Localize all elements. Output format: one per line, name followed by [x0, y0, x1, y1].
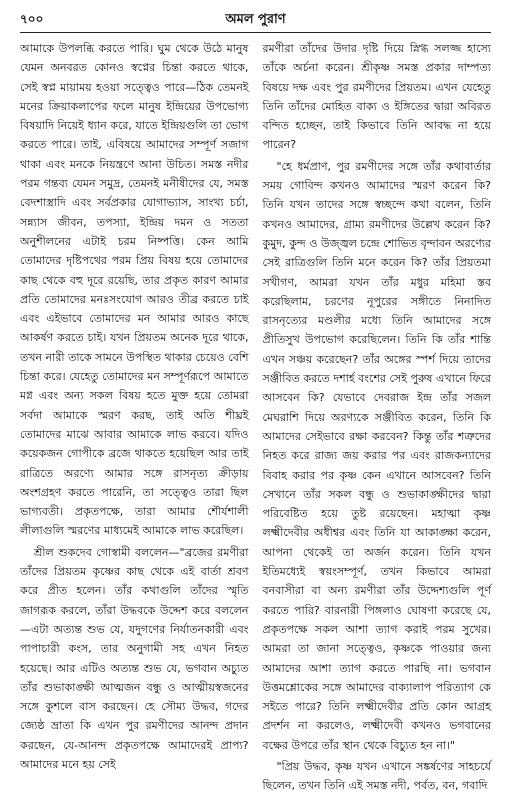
paragraph: "হে ধর্মপ্রাণ, পুর রমণীদের সঙ্গে তাঁর কথাবার্তার সময় গোবিন্দ কখনও আমাদের স্মরণ করেন কি? তিনি যখন তাদের সঙ্গে স্বচ্ছন্দে কথা বলেন, তিনি কখনও আমাদের, গ্রাম্য রমণীদের উল্লেখ করেন কি? কুমুদ, কুন্দ ও উজ্জ্বল চন্দ্রে শোভিত বৃন্দাবন অরণ্যের সেই রাত্রিগুলি তিনি মনে করেন কি? তাঁর প্রিয়তমা সখীগণ, আমরা যখন তাঁর মধুর মহিমা স্তব করেছিলাম, চরণের নূপুরের সঙ্গীতে নিনাদিত রাসনৃত্যের মণ্ডলীর মধ্যে তিনি আমাদের সঙ্গে প্রীতিসুখ উপভোগ করেছিলেন। তিনি কি তাঁর শান্তি এখন সঞ্চয় করেছেন? তাঁর অঙ্গের স্পর্শ দিয়ে তাদের সঞ্জীবিত করতে দশার্হ বংশের সেই পুরুষ এখানে ফিরে আসবেন কি? যেভাবে দেবরাজ ইন্দ্র তাঁর সজল মেঘরাশি দিয়ে অরণ্যকে সঞ্জীবিত করেন, তিনি কি আমাদের সেইভাবে রক্ষা করবেন? কিন্তু তাঁর শত্রুদের নিহত করে রাজ্য জয় করার পর এবং রাজকন্যাদের বিবাহ করার পর কৃষ্ণ কেন এখানে আসবেন? তিনি সেখানে তাঁর সকল বন্ধু ও শুভাকাঙ্ক্ষীদের দ্বারা পরিবেষ্টিত হয়ে তুষ্ট রয়েছেন। মহাত্মা কৃষ্ণ লক্ষ্মীদেবীর অধীশ্বর এবং তিনি যা আকাঙ্ক্ষা করেন, আপনা থেকেই তা অর্জন করেন। তিনি যখন ইতিমধ্যেই স্বয়ংসম্পূর্ণ, তখন কিভাবে আমরা বনবাসীরা বা অন্য রমণীরা তাঁর উদ্দেশ্যগুলি পূর্ণ করতে পারি? বারনারী পিঙ্গলাও ঘোষণা করেছে যে, প্রকৃতপক্ষে সকল আশা ত্যাগ করাই পরম সুখের। আমরা তা জানা সত্ত্বেও, কৃষ্ণকে পাওয়ার জন্য আমাদের আশা ত্যাগ করতে পারছি না। ভগবান উত্তমশ্লোকের সঙ্গে আমাদের বাক্যালাপ পরিত্যাগ কে সইতে পারে? তিনি লক্ষ্মীদেবীর প্রতি কোন আগ্রহ প্রদর্শন না করলেও, লক্ষ্মীদেবী কখনও ভগবানের বক্ষের উপরে তাঁর স্থান থেকে বিচ্যুত হন না।" [262, 159, 491, 752]
page-header [20, 8, 491, 33]
left-column [20, 39, 249, 796]
page-number: ৭০০ [20, 12, 44, 26]
text-columns [20, 39, 491, 796]
paragraph: শ্রীল শুকদেব গোস্বামী বললেন—"ব্রজের রমণীরা তাঁদের প্রিয়তম কৃষ্ণের কাছ থেকে এই বার্তা শ্রবণ করে প্রীত হলেন। তাঁর কথাগুলি তাঁদের স্মৃতি জাগরূক করলে, তাঁরা উদ্ধবকে উদ্দেশ করে বললেন—এটা অত্যন্ত শুভ যে, যদুগণের নির্যাতনকারী এবং পাপাচারী কংস, তার অনুগামী সহ এখন নিহত হয়েছে। আর এটিও অত্যন্ত শুভ যে, ভগবান অচ্যুত তাঁর শুভাকাঙ্ক্ষী আত্মজন বন্ধু ও আত্মীয়স্বজনের সঙ্গে কুশলে বাস করছেন। হে সৌম্য উদ্ধব, গদের জ্যেষ্ঠ ভ্রাতা কি এখন পুর রমণীদের আনন্দ প্রদান করছেন, যে-আনন্দ প্রকৃতপক্ষে আমাদেরই প্রাপ্য? আমাদের মনে হয় সেই [20, 545, 249, 771]
paragraph: আমাকে উপলব্ধি করতে পারি। ঘুম থেকে উঠে মানুষ যেমন অনবরত কোনও স্বপ্নের চিন্তা করতে থাকে, সেই স্বপ্ন মায়াময় হওয়া সত্ত্বেও পারে—ঠিক তেমনই মনের ক্রিয়াকলাপের ফলে মানুষ ইন্দ্রিয়ের উপভোগ্য বিষয়াদি নিয়েই ধ্যান করে, যাতে ইন্দ্রিয়গুলি তা ভোগ করতে পারে। তাই, এবিষয়ে আমাদের সম্পূর্ণ সজাগ থাকা এবং মনকে নিয়ন্ত্রণে আনা উচিত। সমস্ত নদীর পরম গন্তব্য যেমন সমুদ্র, তেমনই মনীষীদের যে, সমস্ত বেদশাস্ত্রাদি এবং সর্বপ্রকার যোগাভ্যাস, সাংখ্য চর্চা, সন্ন্যাস জীবন, তপস্যা, ইন্দ্রিয় দমন ও সততা অনুশীলনের এটাই চরম নিষ্পত্তি। কেন আমি তোমাদের দৃষ্টিপথের পরম প্রিয় বিষয় হয়ে তোমাদের কাছ থেকে বহু দূরে রয়েছি, তার প্রকৃত কারণ আমার প্রতি তোমাদের মনঃসংযোগ আরও তীব্র করতে চাই এবং এইভাবে তোমাদের মন আমার আরও কাছে আকর্ষণ করতে চাই। যখন প্রিয়তম অনেক দূরে থাকে, তখন নারী তাকে সামনে উপস্থিত থাকার চেয়েও বেশি চিন্তা করে। যেহেতু তোমাদের মন সম্পূর্ণরূপে আমাতে মগ্ন এবং অন্য সকল বিষয় হতে মুক্ত হয়ে তোমরা সর্বদা আমাকে স্মরণ করছ, তাই অতি শীঘ্রই তোমাদের মাঝে আবার আমাকে লাভ করবে। যদিও কয়েকজন গোপীকে ব্রজে থাকতে হয়েছিল আর তাই রাত্রিতে অরণ্যে আমার সঙ্গে রাসনৃত্য ক্রীড়ায় অংশগ্রহণ করতে পারেনি, তা সত্ত্বেও তারা ছিল ভাগ্যবতী। প্রকৃতপক্ষে, তারা আমার শৌর্যশালী লীলাগুলি স্মরণের মাধ্যমেই আমাকে লাভ করেছিল। [20, 42, 249, 538]
right-column [263, 39, 492, 796]
running-title: অমল পুরাণ [225, 12, 286, 27]
paragraph: "প্রিয় উদ্ধব, কৃষ্ণ যখন এখানে সঙ্কর্ষণের সাহচর্যে ছিলেন, তখন তিনি এই সমস্ত নদী, পর্বত, বন, গবাদি [262, 759, 491, 793]
paragraph: রমণীরা তাঁদের উদার দৃষ্টি দিয়ে স্নিগ্ধ সলজ্জ হাস্যে তাঁকে অর্চনা করেন। শ্রীকৃষ্ণ সমস্ত প্রকার দাম্পত্য বিষয়ে দক্ষ এবং পুর রমণীদের প্রিয়তম। এখন যেহেতু তিনি তাঁদের মোহিত বাক্য ও ইঙ্গিতের দ্বারা অবিরত বন্দিত হচ্ছেন, তাই কিভাবে তিনি আবদ্ধ না হয়ে পারেন? [262, 42, 491, 152]
